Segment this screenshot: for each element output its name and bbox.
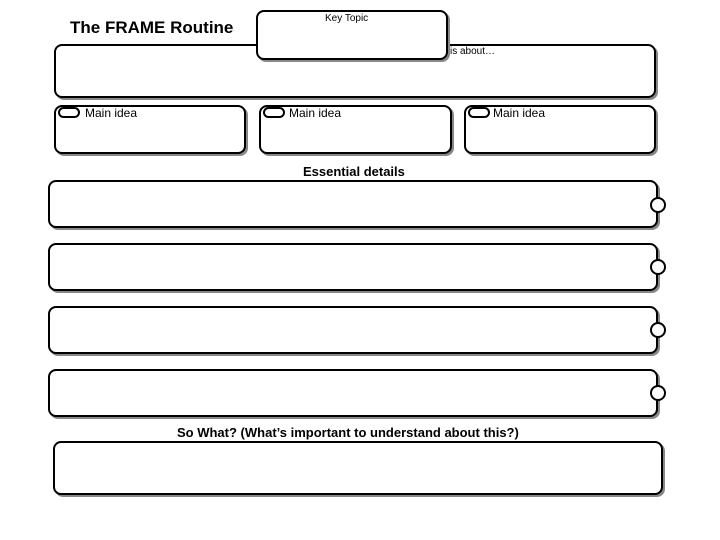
main-idea-label-3: Main idea [493,106,546,120]
main-idea-label-2: Main idea [289,106,342,120]
main-idea-tab-3 [468,107,490,118]
so-what-label: So What? (What’s important to understand about this?) [177,425,519,440]
detail-ring-icon-1 [650,197,666,213]
main-idea-tab-1 [58,107,80,118]
essential-detail-box-3[interactable] [48,306,658,354]
detail-ring-icon-3 [650,322,666,338]
essential-details-label: Essential details [303,164,405,179]
detail-ring-icon-2 [650,259,666,275]
page-title: The FRAME Routine [70,18,234,37]
main-idea-box-1[interactable] [54,105,246,154]
main-idea-tab-2 [263,107,285,118]
main-idea-box-2[interactable] [259,105,452,154]
detail-ring-icon-4 [650,385,666,401]
main-idea-label-1: Main idea [85,106,138,120]
is-about-label: is about… [450,46,496,57]
key-topic-label: Key Topic [325,13,369,24]
so-what-box[interactable] [53,441,663,495]
essential-detail-box-2[interactable] [48,243,658,291]
essential-detail-box-4[interactable] [48,369,658,417]
essential-detail-box-1[interactable] [48,180,658,228]
